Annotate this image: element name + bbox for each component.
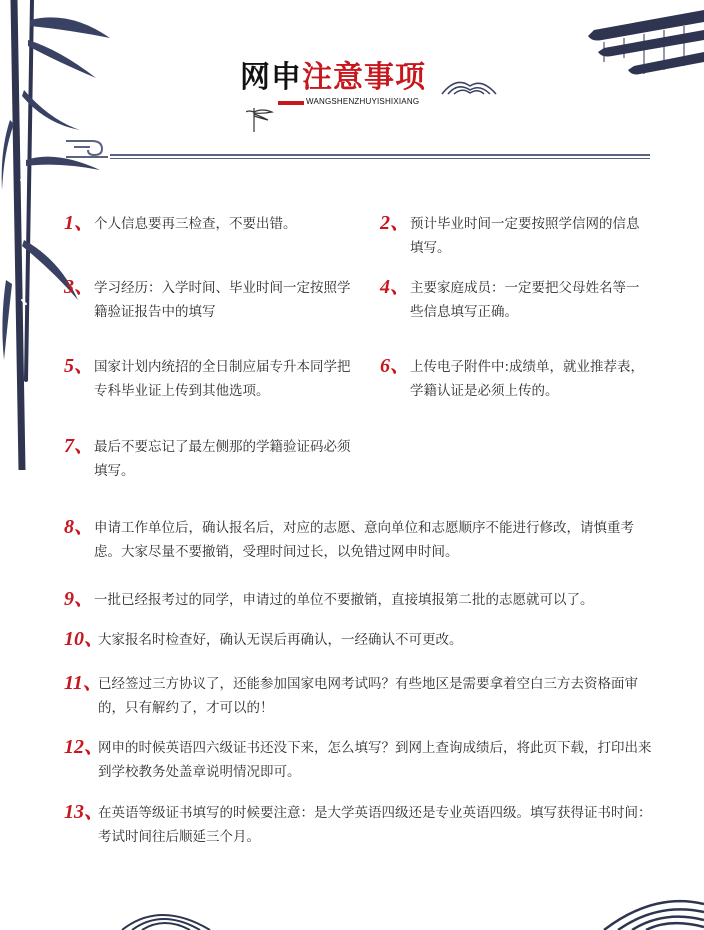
item-text: 预计毕业时间一定要按照学信网的信息填写。 [410, 216, 640, 256]
list-item [64, 628, 656, 652]
item-number: 7、 [64, 435, 94, 457]
item-number: 9、 [64, 588, 94, 610]
list-item [380, 212, 652, 260]
title-part-black: 网申 [240, 60, 302, 95]
wave-decoration-left [120, 900, 230, 930]
list-item [64, 588, 656, 612]
list-item [64, 276, 354, 324]
page-title [240, 60, 426, 96]
divider [110, 154, 650, 156]
list-item [64, 801, 656, 849]
list-item [64, 355, 354, 403]
list-item [64, 212, 354, 236]
header [240, 60, 426, 110]
list-item [64, 736, 656, 784]
item-text: 申请工作单位后，确认报名后，对应的志愿、意向单位和志愿顺序不能进行修改，请慎重考虑。大家尽量不要撤销，受理时间过长，以免错过网申时间。 [94, 520, 634, 560]
item-number: 12、 [64, 736, 104, 758]
title-part-red: 注意事项 [302, 60, 426, 95]
item-number: 8、 [64, 516, 94, 538]
item-text: 国家计划内统招的全日制应届专升本同学把专科毕业证上传到其他选项。 [94, 359, 351, 399]
item-text: 一批已经报考过的同学，申请过的单位不要撤销，直接填报第二批的志愿就可以了。 [94, 592, 594, 608]
list-item [380, 276, 652, 324]
item-text: 网申的时候英语四六级证书还没下来，怎么填写？到网上查询成绩后，将此页下载，打印出来到学校教务处盖章说明情况即可。 [98, 740, 652, 780]
mountain-icon [440, 74, 498, 96]
item-text: 已经签过三方协议了，还能参加国家电网考试吗？有些地区是需要拿着空白三方去资格面审的，只有解约了，才可以的！ [98, 676, 638, 716]
list-item [380, 355, 652, 403]
item-number: 1、 [64, 212, 94, 234]
item-number: 5、 [64, 355, 94, 377]
list-item [64, 672, 656, 720]
item-text: 个人信息要再三检查，不要出错。 [94, 216, 297, 232]
item-number: 3、 [64, 276, 94, 298]
cloud-icon [62, 131, 110, 163]
item-text: 最后不要忘记了最左侧那的学籍验证码必须填写。 [94, 439, 351, 479]
item-number: 6、 [380, 355, 410, 377]
wave-decoration-right [594, 896, 704, 930]
item-text: 主要家庭成员：一定要把父母姓名等一些信息填写正确。 [410, 280, 640, 320]
list-item [64, 516, 656, 564]
subtitle-bar [278, 101, 304, 105]
item-number: 2、 [380, 212, 410, 234]
item-number: 11、 [64, 672, 103, 694]
item-number: 10、 [64, 628, 104, 650]
item-text: 大家报名时检查好，确认无误后再确认，一经确认不可更改。 [98, 632, 463, 648]
item-number: 13、 [64, 801, 104, 823]
item-number: 4、 [380, 276, 410, 298]
list-item [64, 435, 354, 483]
item-text: 上传电子附件中:成绩单，就业推荐表，学籍认证是必须上传的。 [410, 359, 645, 399]
item-text: 在英语等级证书填写的时候要注意：是大学英语四级还是专业英语四级。填写获得证书时间：考试时间往后顺延三个月。 [98, 805, 652, 845]
divider-thin [110, 158, 650, 159]
item-text: 学习经历：入学时间、毕业时间一定按照学籍验证报告中的填写 [94, 280, 351, 320]
page-subtitle: WANGSHENZHUYISHIXIANG [306, 97, 420, 106]
eave-roof-decoration [574, 0, 704, 90]
